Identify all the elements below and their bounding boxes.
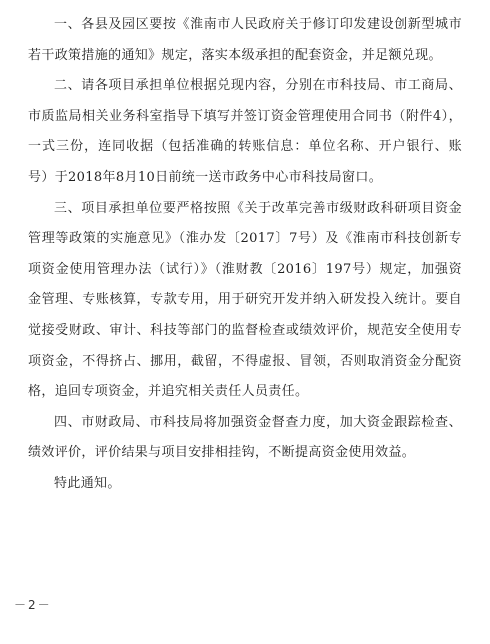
paragraph-closing: 特此通知。 xyxy=(54,475,121,491)
paragraph-contract-submission: 二、请各项目承担单位根据兑现内容，分别在市科技局、市工商局、市质监局相关业务科室指导下填写并签订资金管理使用合同书（附件4），一式三份，连同收据（包括准确的转账信息：单位名称、开户银行、账号）于2018年8月10日前统一送市政务中心市科技局窗口。 xyxy=(28,78,462,185)
paragraph-county-funding: 一、各县及园区要按《淮南市人民政府关于修订印发建设创新型城市若干政策措施的通知》规定，落实本级承担的配套资金，并足额兑现。 xyxy=(28,17,462,63)
paragraph-fund-management: 三、项目承担单位要严格按照《关于改革完善市级财政科研项目资金管理等政策的实施意见》（淮办发〔2017〕7号）及《淮南市科技创新专项资金使用管理办法（试行）》（淮财教〔2016〕197号）规定，加强资金管理、专账核算，专款专用，用于研究开发并纳入研发投入统计。要自觉接受财政、审计、科技等部门的监督检查或绩效评价，规范安全使用专项资金，不得挤占、挪用，截留，不得虚报、冒领，否则取消资金分配资格，追回专项资金，并追究相关责任人员责任。 xyxy=(28,200,462,400)
page-number: －2－ xyxy=(14,598,52,612)
paragraph-supervision: 四、市财政局、市科技局将加强资金督查力度，加大资金跟踪检查、绩效评价，评价结果与项目安排相挂钩，不断提高资金使用效益。 xyxy=(28,414,462,461)
